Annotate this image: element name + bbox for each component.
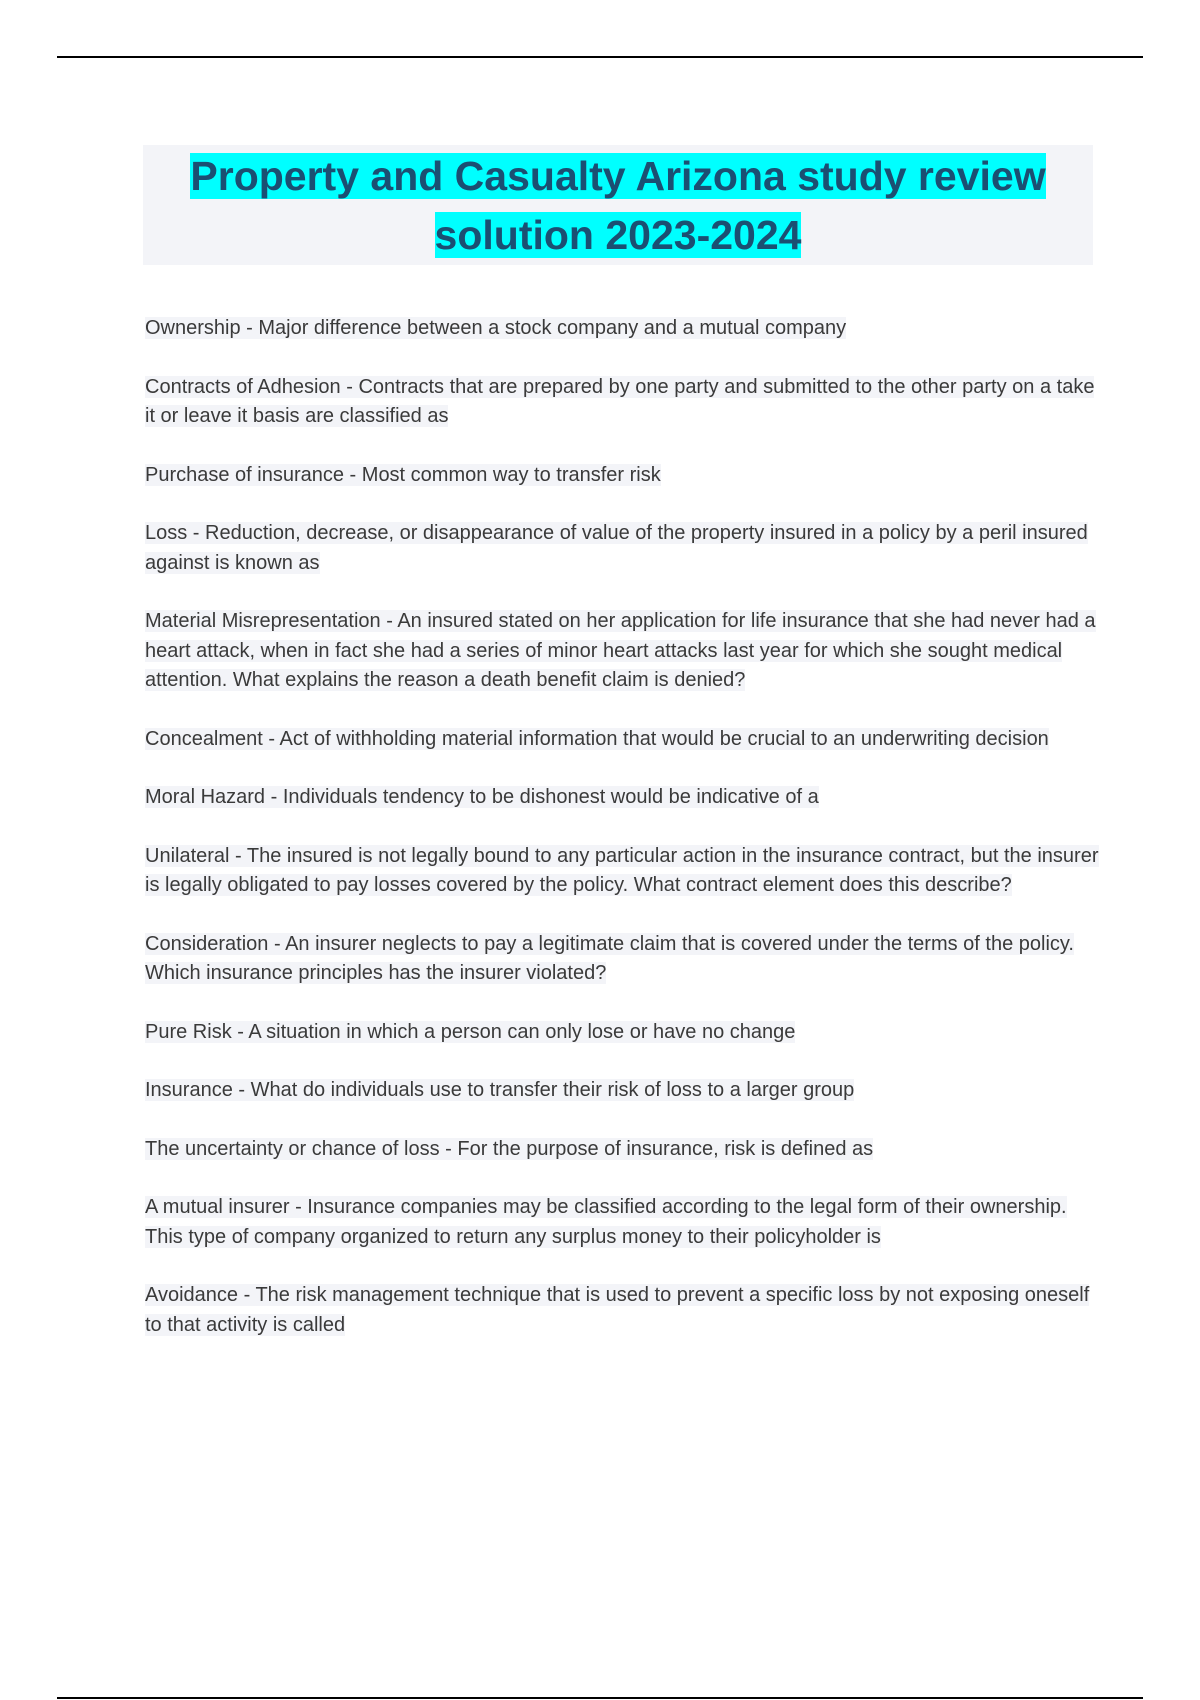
qa-entry [145, 1076, 1105, 1106]
qa-entry-text: Material Misrepresentation - An insured stated on her application for life insurance that she had never had a heart attack, when in fact she had a series of minor heart attacks last year for which she sought medical attention. What explains the reason a death benefit claim is denied? [145, 610, 1096, 691]
qa-entry-text: Moral Hazard - Individuals tendency to be dishonest would be indicative of a [145, 786, 819, 808]
qa-entry [145, 461, 1105, 491]
qa-entry [145, 1135, 1105, 1165]
qa-entry-text: Concealment - Act of withholding material information that would be crucial to an underwriting decision [145, 727, 1049, 750]
qa-entry [145, 607, 1105, 696]
qa-entry-text: Contracts of Adhesion - Contracts that are prepared by one party and submitted to the other party on a take it or leave it basis are classified as [145, 375, 1095, 427]
qa-entry [145, 725, 1105, 755]
qa-entry [145, 783, 1105, 813]
qa-entry [145, 373, 1105, 432]
qa-list [145, 314, 1105, 1369]
top-rule [57, 56, 1143, 58]
page-title [143, 145, 1093, 265]
qa-entry [145, 519, 1105, 578]
qa-entry-text: Purchase of insurance - Most common way to transfer risk [145, 463, 661, 486]
qa-entry [145, 1018, 1105, 1048]
title-line-2: solution 2023-2024 [434, 212, 802, 258]
qa-entry-text: Loss - Reduction, decrease, or disappearance of value of the property insured in a policy by a peril insured against is known as [145, 522, 1088, 574]
qa-entry-text: Unilateral - The insured is not legally bound to any particular action in the insurance contract, but the insurer is legally obligated to pay losses covered by the policy. What contract element does this describe? [145, 844, 1099, 896]
qa-entry-text: Insurance - What do individuals use to transfer their risk of loss to a larger group [145, 1079, 855, 1101]
qa-entry-text: Pure Risk - A situation in which a person can only lose or have no change [145, 1020, 796, 1043]
qa-entry [145, 1281, 1105, 1340]
qa-entry [145, 1193, 1105, 1252]
title-block [143, 145, 1093, 265]
qa-entry-text: Avoidance - The risk management technique that is used to prevent a specific loss by not exposing oneself to that activity is called [145, 1284, 1090, 1336]
qa-entry [145, 930, 1105, 989]
bottom-rule [57, 1697, 1143, 1699]
qa-entry [145, 842, 1105, 901]
qa-entry-text: Ownership - Major difference between a stock company and a mutual company [145, 317, 847, 339]
qa-entry-text: A mutual insurer - Insurance companies may be classified according to the legal form of their ownership. This type of company organized to return any surplus money to their policyholder is [145, 1196, 1067, 1248]
qa-entry [145, 314, 1105, 344]
qa-entry-text: Consideration - An insurer neglects to pay a legitimate claim that is covered under the terms of the policy. Which insurance principles has the insurer violated? [145, 932, 1074, 984]
qa-entry-text: The uncertainty or chance of loss - For the purpose of insurance, risk is defined as [145, 1137, 874, 1160]
title-line-1: Property and Casualty Arizona study review [190, 153, 1046, 199]
